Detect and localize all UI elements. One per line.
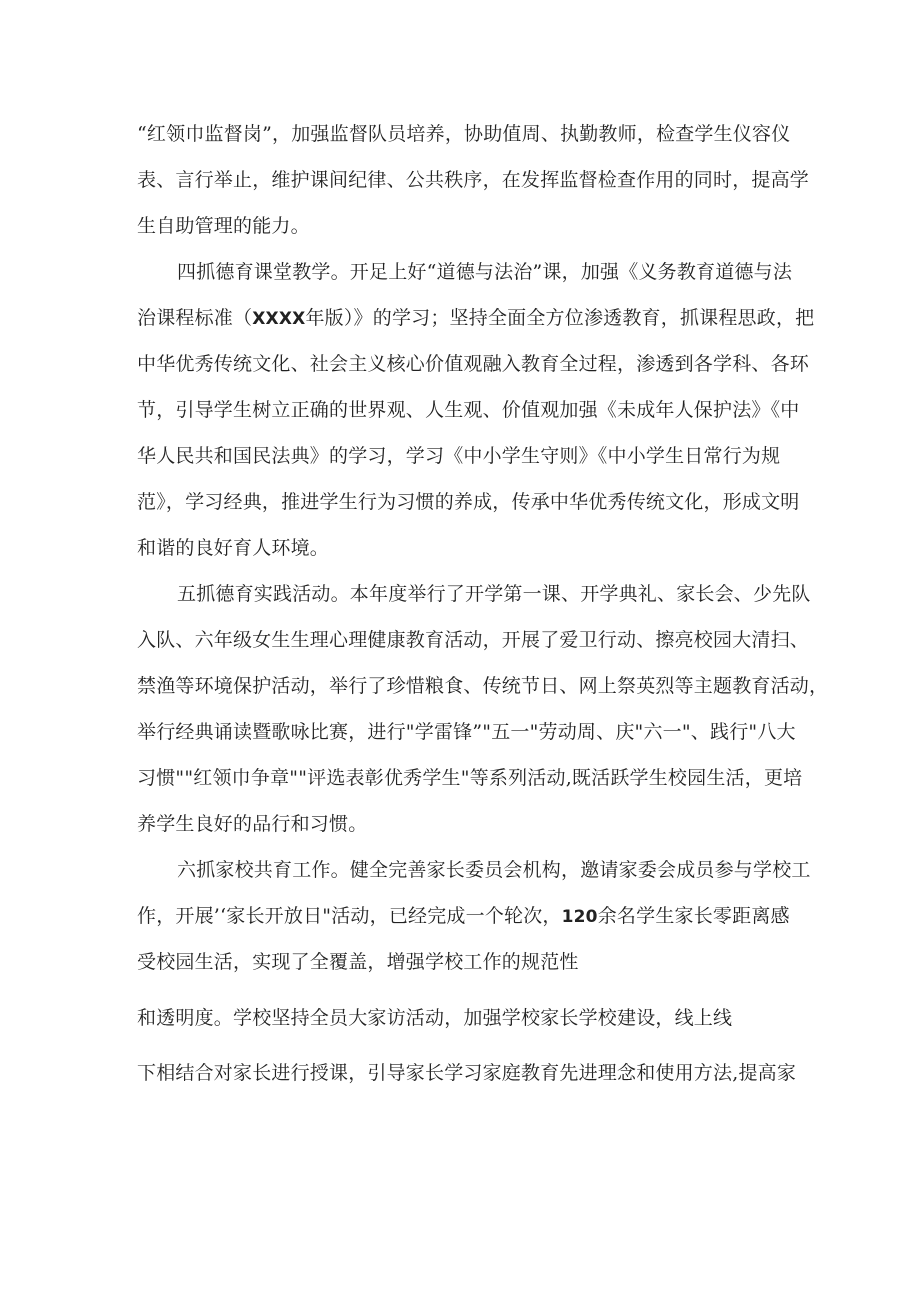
text-line: 节，引导学生树立正确的世界观、人生观、价值观加强《未成年人保护法》《中 (137, 399, 800, 421)
text-line: 中华优秀传统文化、社会主义核心价值观融入教育全过程，渗透到各学科、各环 (137, 353, 810, 375)
text-line: 下相结合对家长进行授课，引导家长学习家庭教育先进理念和使用方法,提高家 (137, 1062, 797, 1084)
text-segment: 作，开展’‘家长开放日"活动，已经完成一个轮次， (137, 905, 562, 927)
text-line: 入队、六年级女生生理心理健康教育活动，开展了爱卫行动、擦亮校园大清扫、 (137, 629, 810, 651)
text-segment: 治课程标准（ (137, 307, 253, 329)
text-line (137, 305, 814, 332)
text-line: 生自助管理的能力。 (137, 215, 310, 237)
text-line: 养学生良好的品行和习惯。 (137, 813, 368, 835)
text-line: “红领巾监督岗”，加强监督队员培养，协助值周、执勤教师，检查学生仪容仪 (137, 123, 791, 145)
text-line: 习惯""红领巾争章""评选表彰优秀学生"等系列活动,既活跃学生校园生活，更培 (137, 767, 803, 789)
text-segment: 余名学生家长零距离感 (597, 905, 790, 927)
text-segment: 年版）》的学习；坚持全面全方位渗透教育，抓课程思政，把 (305, 307, 815, 329)
text-line: 和透明度。学校坚持全员大家访活动，加强学校家长学校建设，线上线 (137, 1007, 733, 1029)
paragraph-start-line: 六抓家校共育工作。健全完善家长委员会机构，邀请家委会成员参与学校工 (177, 859, 811, 881)
text-line: 范》，学习经典，推进学生行为习惯的养成，传承中华优秀传统文化，形成文明 (137, 491, 800, 513)
text-line: 和谐的良好育人环境。 (137, 537, 330, 559)
number-120: 120 (561, 907, 598, 927)
text-line: 举行经典诵读暨歌咏比赛，进行"学雷锋”"五一"劳动周、庆"六一"、践行"八大 (137, 721, 796, 743)
text-line: 表、言行举止，维护课间纪律、公共秩序，在发挥监督检查作用的同时，提高学 (137, 169, 810, 191)
text-line: 受校园生活，实现了全覆盖，增强学校工作的规范性 (137, 951, 579, 973)
paragraph-start-line: 四抓德育课堂教学。开足上好“道德与法治”课，加强《义务教育道德与法 (177, 261, 793, 283)
text-line: 华人民共和国民法典》的学习，学习《中小学生守则》《中小学生日常行为规 (137, 445, 781, 467)
paragraph-start-line: 五抓德育实践活动。本年度举行了开学第一课、开学典礼、家长会、少先队 (177, 583, 811, 605)
year-placeholder: XXXX (252, 309, 306, 329)
text-line (137, 903, 790, 930)
text-line: 禁渔等环境保护活动，举行了珍惜粮食、传统节日、网上祭英烈等主题教育活动， (137, 675, 829, 697)
